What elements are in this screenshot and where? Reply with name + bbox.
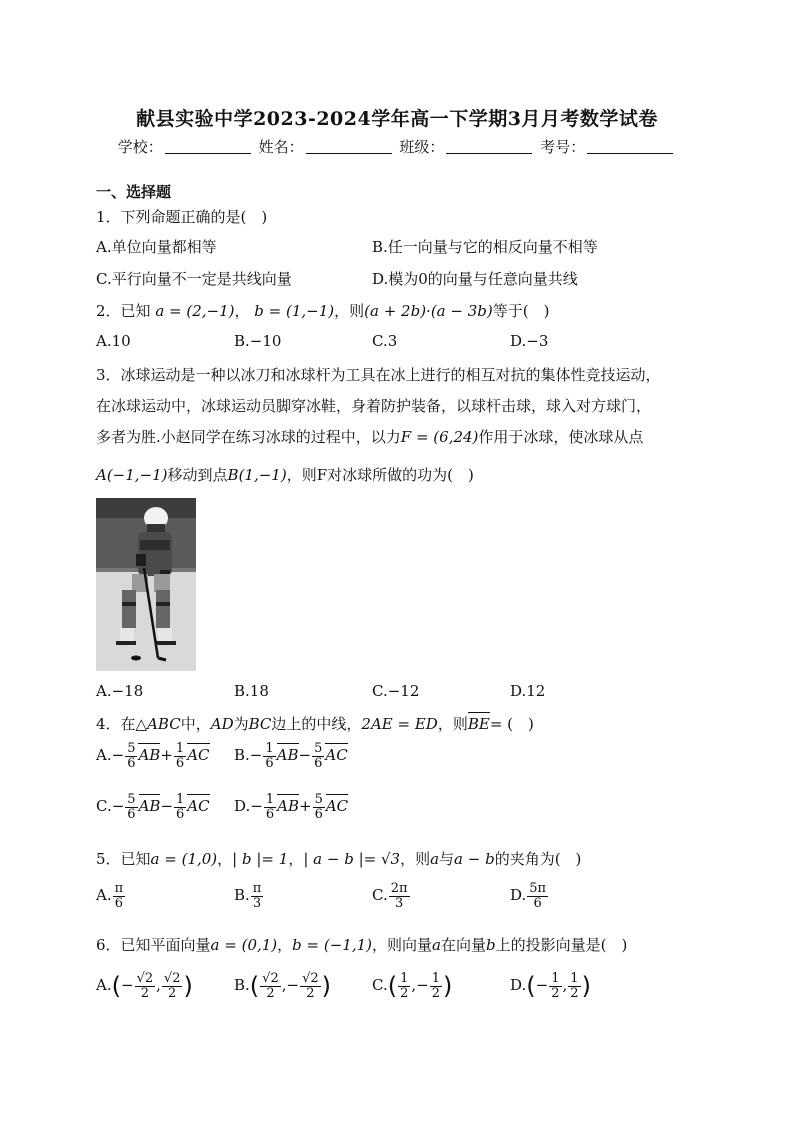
q6-vector-b: b = (−1,1): [292, 936, 373, 954]
fraction: [162, 972, 183, 1000]
fraction-den: 3: [252, 895, 262, 911]
section-title: 一、选择题: [96, 183, 172, 201]
q4-option-b[interactable]: B.− $\frac{1}{6}$ AB− $\frac{5}{6}$ AC: [234, 741, 348, 771]
fraction-num: 1: [431, 971, 441, 986]
q2-expression: (a + 2b)·(a − 3b): [364, 302, 493, 320]
q6-stem-post: 上的投影向量是( ): [495, 936, 628, 954]
fraction-num: √2: [136, 971, 154, 986]
fraction-num: π: [252, 881, 262, 896]
q6-option-a-label: A.: [96, 976, 112, 995]
q3-option-a[interactable]: A.−18: [96, 682, 144, 700]
q6-option-b[interactable]: B.( $\frac{√2}{2}$ ,− $\frac{√2}{2}$ ): [234, 971, 332, 1001]
q4-option-a-label: A.: [96, 746, 112, 765]
fraction-den: 2: [168, 985, 177, 1001]
q3-line-3-pre: 多者为胜.小赵同学在练习冰球的过程中，以力: [96, 428, 401, 446]
vector-ab: AB: [276, 746, 299, 765]
q3-line-3: [96, 426, 643, 447]
q5-norm-diff: | a − b |= √3: [303, 850, 401, 868]
q5-option-d-label: D.: [510, 886, 527, 905]
q6-stem-pre: 6．已知平面向量: [96, 936, 211, 954]
fraction: [568, 972, 580, 1000]
fraction: [125, 742, 137, 770]
vector-ac: AC: [187, 746, 210, 765]
q5-stem-pre: 5．已知: [96, 850, 151, 868]
q5-norm-b: | b |= 1: [232, 850, 289, 868]
fraction: [300, 972, 321, 1000]
q5-option-b[interactable]: [234, 882, 264, 910]
class-blank[interactable]: [446, 139, 532, 154]
q1-option-c[interactable]: C.平行向量不一定是共线向量: [96, 270, 292, 288]
q2-option-c[interactable]: C.3: [372, 332, 398, 350]
q1-stem: 1．下列命题正确的是( ): [96, 208, 268, 226]
fraction: [263, 742, 275, 770]
fraction: [174, 742, 186, 770]
q3-option-c[interactable]: C.−12: [372, 682, 420, 700]
q6-option-d[interactable]: D.(− $\frac{1}{2}$ , $\frac{1}{2}$ ): [510, 971, 591, 1001]
q5-vector-a: a = (1,0): [150, 850, 218, 868]
fraction-den: 6: [314, 806, 323, 822]
fraction-den: 2: [400, 985, 409, 1001]
fraction-num: 1: [551, 971, 560, 986]
q2-option-b[interactable]: B.−10: [234, 332, 282, 350]
school-label: 学校：: [117, 138, 163, 156]
q6-option-c[interactable]: C.( $\frac{1}{2}$ ,− $\frac{1}{2}$ ): [372, 971, 453, 1001]
q5-stem-post1: ，则: [400, 850, 431, 868]
q4-triangle: ABC: [147, 715, 181, 733]
fraction-den: 6: [314, 755, 323, 771]
minus-sign: −: [535, 976, 549, 995]
fraction: [135, 972, 156, 1000]
class-label: 班级：: [399, 138, 445, 156]
q6-option-c-label: C.: [372, 976, 388, 995]
vector-ab: AB: [138, 797, 161, 816]
q4-stem-pre: 4．在△: [96, 715, 148, 733]
fraction-den: 6: [533, 895, 542, 911]
q5-option-b-label: B.: [234, 886, 250, 905]
q4-stem-a: 中，: [180, 715, 211, 733]
q6-stem-mid: ，则向量: [372, 936, 433, 954]
vector-ac: AC: [187, 797, 210, 816]
q5-option-a-label: A.: [96, 886, 112, 905]
q1-option-d[interactable]: D.模为0的向量与任意向量共线: [372, 270, 578, 288]
q5-option-d[interactable]: [510, 882, 549, 910]
vector-ab: AB: [277, 797, 299, 816]
fraction-den: 6: [127, 755, 136, 771]
fraction-num: 5: [314, 741, 323, 756]
fraction: [125, 793, 137, 821]
fraction-num: √2: [302, 971, 319, 986]
fraction: [398, 972, 410, 1000]
q4-side-bc: BC: [248, 715, 272, 733]
q4-option-b-label: B.: [234, 746, 250, 765]
fraction-num: 1: [265, 792, 275, 807]
q2-stem-mid: ，则: [334, 302, 365, 320]
fraction-num: 1: [570, 971, 579, 986]
q4-option-a[interactable]: A.− $\frac{5}{6}$ AB+ $\frac{1}{6}$ AC: [96, 741, 210, 771]
fraction-den: 2: [551, 985, 560, 1001]
fraction: [260, 972, 281, 1000]
q4-stem: [96, 713, 534, 734]
name-label: 姓名：: [258, 138, 304, 156]
q3-point-b: B(1,−1): [227, 466, 287, 484]
fraction-num: 5π: [529, 881, 547, 896]
fraction: [389, 882, 410, 910]
q3-option-b[interactable]: B.18: [234, 682, 269, 700]
minus-sign: −: [286, 976, 300, 995]
vector-ac: AC: [325, 797, 349, 816]
q2-stem: 2．已知 a = (2,−1)， b = (1,−1)，则(a + 2b)·(a − 3b)等于( ): [96, 302, 550, 320]
q3-line-4: [96, 464, 474, 485]
q6-option-a[interactable]: A.(− $\frac{√2}{2}$ , $\frac{√2}{2}$ ): [96, 971, 193, 1001]
q3-option-d[interactable]: D.12: [510, 682, 546, 700]
fraction-den: 6: [127, 806, 136, 822]
fraction-den: 2: [266, 985, 275, 1001]
number-label: 考号：: [540, 138, 586, 156]
q3-line-3-post: 作用于冰球，使冰球从点: [478, 428, 644, 446]
q4-stem-b: 为: [233, 715, 249, 733]
fraction-den: 6: [265, 755, 274, 771]
q2-option-d[interactable]: D.−3: [510, 332, 549, 350]
q5-option-c[interactable]: [372, 882, 411, 910]
q3-line-2: 在冰球运动中，冰球运动员脚穿冰鞋，身着防护装备，以球杆击球，球入对方球门，: [96, 397, 652, 415]
fraction: [313, 793, 325, 821]
fraction-den: 6: [175, 755, 185, 771]
q4-option-d-label: D.: [234, 797, 251, 816]
q5-stem-post2: 与: [439, 850, 455, 868]
exam-title: 献县实验中学2023-2024学年高一下学期3月月考数学试卷: [136, 108, 658, 130]
fraction-num: 2π: [390, 881, 408, 896]
fraction-num: √2: [262, 971, 279, 986]
fraction-den: 2: [431, 985, 441, 1001]
q2-stem-text: 2．已知: [96, 302, 151, 320]
q6-vector-a: a = (0,1): [210, 936, 278, 954]
fraction: [174, 793, 186, 821]
q6-option-d-label: D.: [510, 976, 527, 995]
q5-option-c-label: C.: [372, 886, 388, 905]
minus-sign: −: [120, 976, 134, 995]
q3-line-1: 3．冰球运动是一种以冰刀和冰球杆为工具在冰上进行的相互对抗的集体性竞技运动，: [96, 366, 661, 384]
fraction: [113, 882, 126, 910]
fraction-num: π: [114, 881, 124, 896]
fraction-num: 5: [127, 792, 136, 807]
q4-vector-be: BE: [467, 715, 490, 733]
q4-option-c-label: C.: [96, 797, 112, 816]
q3-force: F = (6,24): [400, 428, 479, 446]
fraction-num: 1: [400, 971, 409, 986]
q4-median: AD: [210, 715, 234, 733]
fraction: [264, 793, 276, 821]
number-blank[interactable]: [587, 139, 673, 154]
q6-option-b-label: B.: [234, 976, 250, 995]
fraction-den: 6: [114, 895, 124, 911]
fraction: [527, 882, 548, 910]
fraction-num: 5: [314, 792, 323, 807]
fraction: [430, 972, 442, 1000]
fraction-num: 1: [175, 741, 185, 756]
fraction-den: 6: [176, 806, 185, 822]
name-blank[interactable]: [306, 139, 392, 154]
q2-vector-a: a = (2,−1): [155, 302, 235, 320]
vector-ac: AC: [325, 746, 348, 765]
q1-option-a[interactable]: A.单位向量都相等: [96, 238, 217, 256]
q4-option-d[interactable]: D.− $\frac{1}{6}$ AB+ $\frac{5}{6}$ AC: [234, 792, 349, 822]
q2-vector-b: b = (1,−1): [254, 302, 335, 320]
fraction: [251, 882, 264, 910]
q5-stem-post3: 的夹角为( ): [494, 850, 582, 868]
q4-condition: 2AE = ED: [361, 715, 438, 733]
q5-stem: 5．已知a = (1,0)，| b |= 1，| a − b |= √3，则a与a − b的夹角为( ): [96, 850, 582, 868]
fraction-den: 2: [306, 985, 315, 1001]
fraction-den: 3: [394, 895, 404, 911]
fraction: [312, 742, 324, 770]
fraction-den: 2: [570, 985, 579, 1001]
q3-line-4-post: ，则F对冰球所做的功为( ): [286, 466, 474, 484]
q2-stem-post: 等于( ): [492, 302, 550, 320]
vector-ab: AB: [138, 746, 161, 765]
q4-stem-d: ，则: [437, 715, 468, 733]
q2-option-a[interactable]: A.10: [96, 332, 131, 350]
q3-point-a: A(−1,−1): [96, 466, 168, 484]
fraction-num: 1: [265, 741, 274, 756]
q5-option-a[interactable]: [96, 882, 126, 910]
fraction-num: 5: [127, 741, 136, 756]
school-blank[interactable]: [165, 139, 251, 154]
fraction-den: 2: [140, 985, 149, 1001]
q6-stem-mid2: 在向量: [440, 936, 486, 954]
ice-hockey-player-photo: [96, 498, 196, 671]
q4-stem-e: = ( ): [489, 715, 534, 733]
fraction-num: √2: [163, 971, 181, 986]
fraction-den: 6: [265, 806, 275, 822]
minus-sign: −: [416, 976, 429, 995]
student-info-line: [0, 136, 794, 157]
q3-line-4-mid: 移动到点: [167, 466, 228, 484]
q1-option-b[interactable]: B.任一向量与它的相反向量不相等: [372, 238, 598, 256]
fraction: [549, 972, 561, 1000]
q6-stem: 6．已知平面向量a = (0,1)，b = (−1,1)，则向量a在向量b上的投影向量是( ): [96, 936, 628, 954]
q4-option-c[interactable]: C.− $\frac{5}{6}$ AB− $\frac{1}{6}$ AC: [96, 792, 210, 822]
fraction-num: 1: [176, 792, 185, 807]
q4-stem-c: 边上的中线，: [271, 715, 362, 733]
